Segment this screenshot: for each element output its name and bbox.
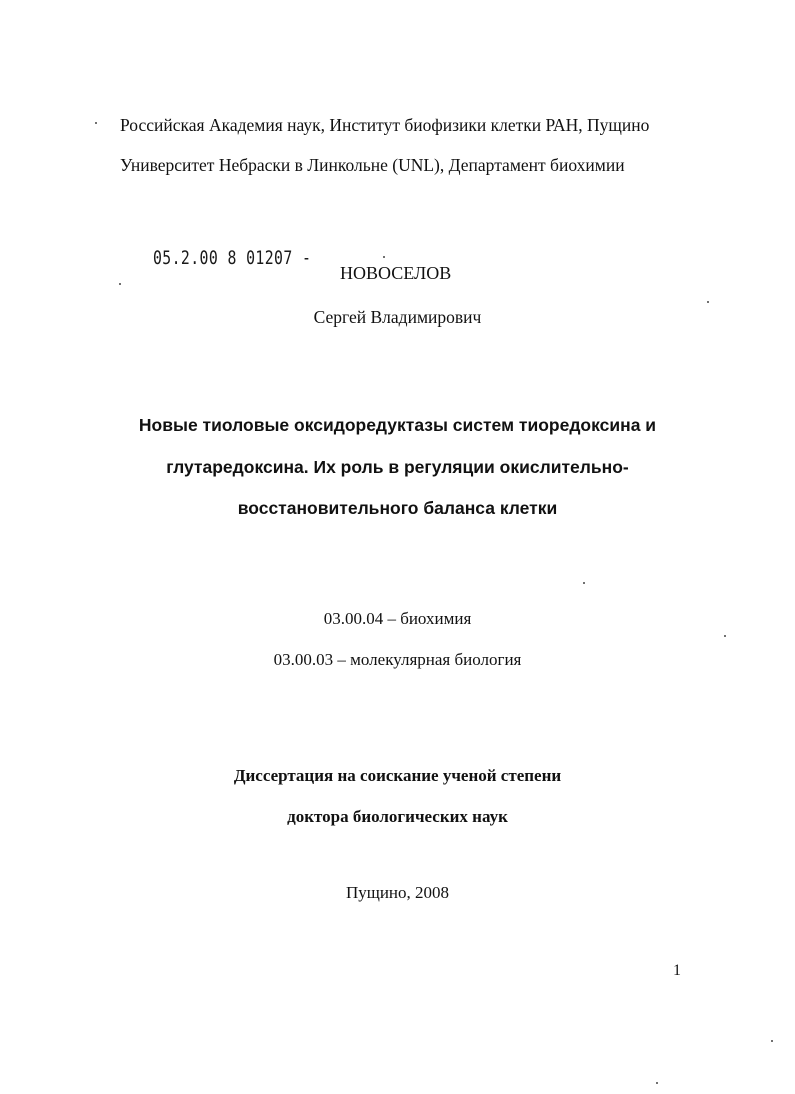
scan-speck [771,1040,773,1042]
specialty-biochemistry: 03.00.04 – биохимия [323,609,472,628]
affiliation-unl: Университет Небраски в Линкольне (UNL), Департамент биохимии [120,155,625,175]
scan-speck [724,635,726,637]
scan-speck [95,122,97,124]
author-surname: НОВОСЕЛОВ [340,263,452,283]
scan-speck [707,301,709,303]
scan-speck [583,582,585,584]
scan-speck [119,283,121,285]
degree-line-1: Диссертация на соискание ученой степени [233,766,562,785]
degree-line-2: доктора биологических наук [287,807,508,826]
scan-speck [383,256,385,258]
dissertation-title-line-2: глутаредоксина. Их роль в регуляции окислительно- [166,457,629,477]
author-full-name: Сергей Владимирович [313,307,482,327]
scan-speck [656,1082,658,1084]
affiliation-ras: Российская Академия наук, Институт биофизики клетки РАН, Пущино [120,115,650,135]
registration-stamp: 05.2.00 8 01207 - [153,247,312,269]
place-and-year: Пущино, 2008 [345,883,450,902]
dissertation-title-line-3: восстановительного баланса клетки [237,498,558,518]
page-number: 1 [673,962,681,979]
dissertation-title-line-1: Новые тиоловые оксидоредуктазы систем тиоредоксина и [138,415,657,435]
specialty-molecular-biology: 03.00.03 – молекулярная биология [273,650,522,669]
